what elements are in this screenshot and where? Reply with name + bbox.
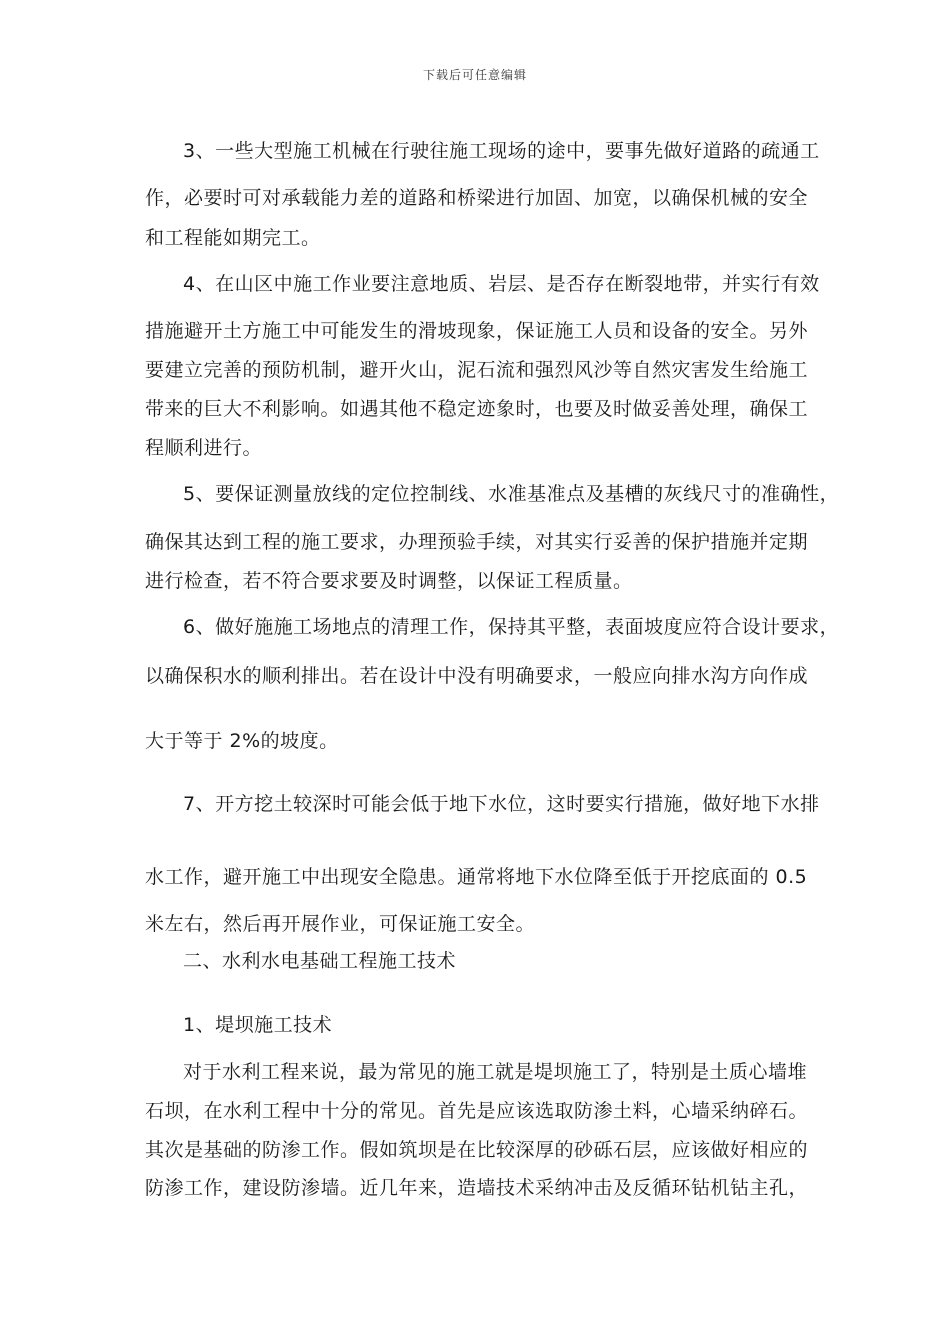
text-line: 和工程能如期完工。 [145, 227, 321, 249]
text-line: 5、要保证测量放线的定位控制线、水准基准点及基槽的灰线尺寸的准确性， [183, 483, 840, 505]
text-line: 其次是基础的防渗工作。假如筑坝是在比较深厚的砂砾石层，应该做好相应的 [145, 1139, 809, 1161]
text-line: 对于水利工程来说，最为常见的施工就是堤坝施工了，特别是土质心墙堆 [183, 1061, 808, 1083]
text-line: 7、开方挖土较深时可能会低于地下水位，这时要实行措施，做好地下水排 [183, 793, 820, 815]
text-line: 4、在山区中施工作业要注意地质、岩层、是否存在断裂地带，并实行有效 [183, 273, 820, 295]
text-line: 作，必要时可对承载能力差的道路和桥梁进行加固、加宽，以确保机械的安全 [145, 187, 809, 209]
page-header: 下载后可任意编辑 [422, 68, 527, 82]
text-line: 程顺利进行。 [145, 437, 263, 459]
text-line: 6、做好施施工场地点的清理工作，保持其平整，表面坡度应符合设计要求， [183, 616, 840, 638]
text-line: 3、一些大型施工机械在行驶往施工现场的途中，要事先做好道路的疏通工 [183, 140, 820, 162]
text-line: 措施避开土方施工中可能发生的滑坡现象，保证施工人员和设备的安全。另外 [145, 320, 809, 342]
text-line: 要建立完善的预防机制，避开火山，泥石流和强烈风沙等自然灾害发生给施工 [145, 359, 809, 381]
text-line: 米左右，然后再开展作业，可保证施工安全。 [145, 913, 536, 935]
text-line: 水工作，避开施工中出现安全隐患。通常将地下水位降至低于开挖底面的 0.5 [145, 866, 808, 888]
text-line: 带来的巨大不利影响。如遇其他不稳定迹象时，也要及时做妥善处理，确保工 [145, 398, 809, 420]
text-line: 以确保积水的顺利排出。若在设计中没有明确要求，一般应向排水沟方向作成 [145, 665, 809, 687]
text-line: 进行检查，若不符合要求要及时调整，以保证工程质量。 [145, 570, 633, 592]
subsection-heading: 1、堤坝施工技术 [183, 1014, 333, 1036]
section-heading: 二、水利水电基础工程施工技术 [183, 950, 457, 972]
text-line: 大于等于 2%的坡度。 [145, 730, 339, 752]
text-line: 防渗工作，建设防渗墙。近几年来，造墙技术采纳冲击及反循环钻机钻主孔， [145, 1177, 809, 1199]
text-line: 石坝，在水利工程中十分的常见。首先是应该选取防渗土料，心墙采纳碎石。 [145, 1100, 809, 1122]
text-line: 确保其达到工程的施工要求，办理预验手续，对其实行妥善的保护措施并定期 [145, 531, 809, 553]
